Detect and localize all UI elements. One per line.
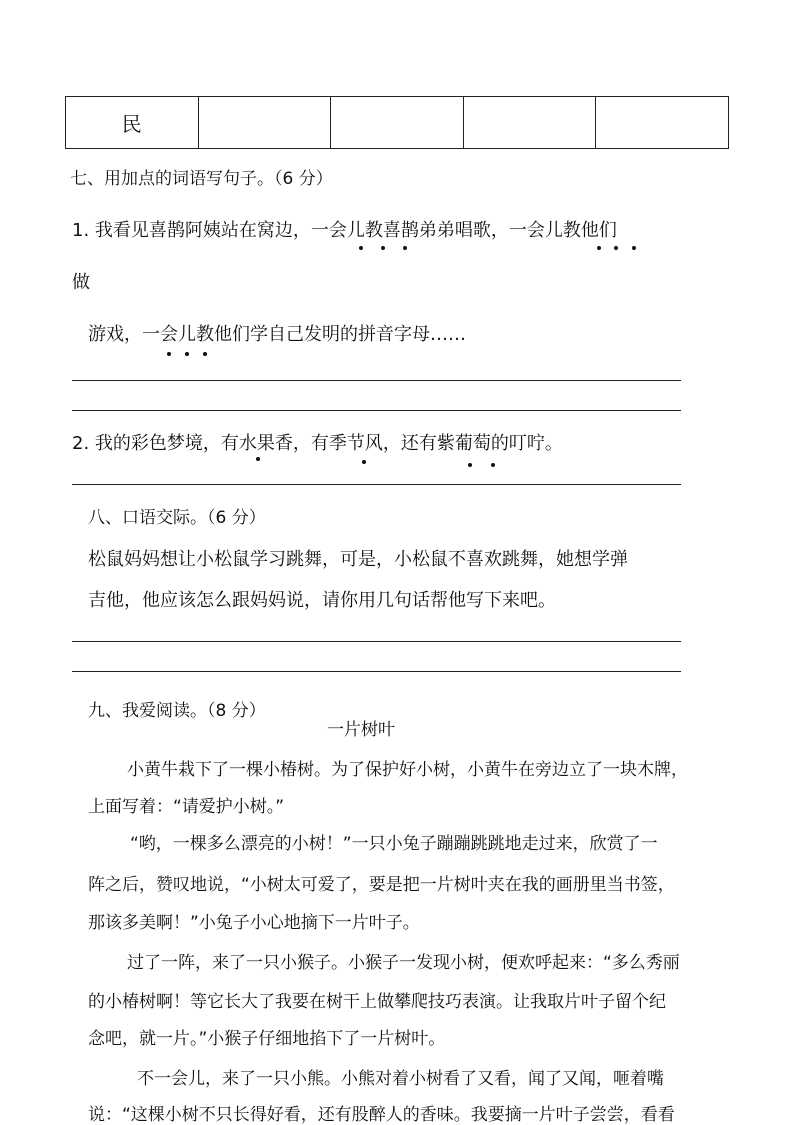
emphasis-dot: [491, 463, 495, 467]
table-cell: 民: [66, 97, 199, 149]
passage-line: 的小椿树啊！等它长大了我要在树干上做攀爬技巧表演。让我取片叶子留个纪: [88, 992, 666, 1012]
passage-title: 一片树叶: [327, 720, 395, 740]
table-row: [66, 97, 729, 149]
emphasis-dot: [403, 246, 407, 250]
passage-line: 念吧，就一片。”小猴子仔细地掐下了一片树叶。: [88, 1029, 446, 1049]
table-cell[interactable]: [596, 97, 729, 149]
answer-line[interactable]: [72, 380, 681, 381]
passage-line: “哟，一棵多么漂亮的小树！”一只小兔子蹦蹦跳跳地走过来，欣赏了一: [130, 834, 658, 854]
passage-line: 阵之后，赞叹地说，“小树太可爱了，要是把一片树叶夹在我的画册里当书签，: [88, 875, 675, 895]
section-7-heading: 七、用加点的词语写句子。（6 分）: [70, 169, 333, 189]
answer-line[interactable]: [72, 671, 681, 672]
passage-line: 说：“这棵小树不只长得好看，还有股醉人的香味。我要摘一片叶子尝尝，看看: [88, 1105, 675, 1125]
table-cell[interactable]: [463, 97, 596, 149]
q1-line-2: 做: [72, 272, 90, 293]
table-cell[interactable]: [198, 97, 331, 149]
emphasis-dot: [614, 246, 618, 250]
emphasis-dot: [256, 457, 260, 461]
emphasis-dot: [632, 246, 636, 250]
section-8-line-2: 吉他，他应该怎么跟妈妈说，请你用几句话帮他写下来吧。: [88, 590, 556, 611]
passage-line: 不一会儿，来了一只小熊。小熊对着小树看了又看，闻了又闻，咂着嘴: [137, 1069, 664, 1089]
emphasis-dot: [167, 352, 171, 356]
passage-line: 小黄牛栽下了一棵小椿树。为了保护好小树，小黄牛在旁边立了一块木牌，: [127, 760, 688, 780]
emphasis-dot: [359, 246, 363, 250]
section-8-line-1: 松鼠妈妈想让小松鼠学习跳舞，可是，小松鼠不喜欢跳舞，她想学弹: [88, 549, 628, 570]
section-9-heading: 九、我爱阅读。（8 分）: [88, 701, 266, 721]
answer-table: [65, 96, 729, 149]
emphasis-dot: [362, 460, 366, 464]
passage-line: 过了一阵，来了一只小猴子。小猴子一发现小树，便欢呼起来：“多么秀丽: [127, 953, 680, 973]
emphasis-dot: [468, 463, 472, 467]
section-8-heading: 八、口语交际。（6 分）: [88, 508, 266, 528]
emphasis-dot: [185, 352, 189, 356]
answer-line[interactable]: [72, 484, 681, 485]
q2-text: 2. 我的彩色梦境，有水果香，有季节风，还有紫葡萄的叮咛。: [72, 433, 563, 454]
emphasis-dot: [381, 246, 385, 250]
answer-line[interactable]: [72, 410, 681, 411]
emphasis-dot: [203, 352, 207, 356]
emphasis-dot: [597, 246, 601, 250]
passage-line: 那该多美啊！”小兔子小心地摘下一片叶子。: [88, 913, 420, 933]
answer-line[interactable]: [72, 641, 681, 642]
q1-line-1: 1. 我看见喜鹊阿姨站在窝边，一会儿教喜鹊弟弟唱歌，一会儿教他们: [72, 220, 617, 241]
q1-line-3: 游戏，一会儿教他们学自己发明的拼音字母……: [88, 324, 466, 345]
table-cell[interactable]: [331, 97, 464, 149]
passage-line: 上面写着：“请爱护小树。”: [88, 797, 285, 817]
